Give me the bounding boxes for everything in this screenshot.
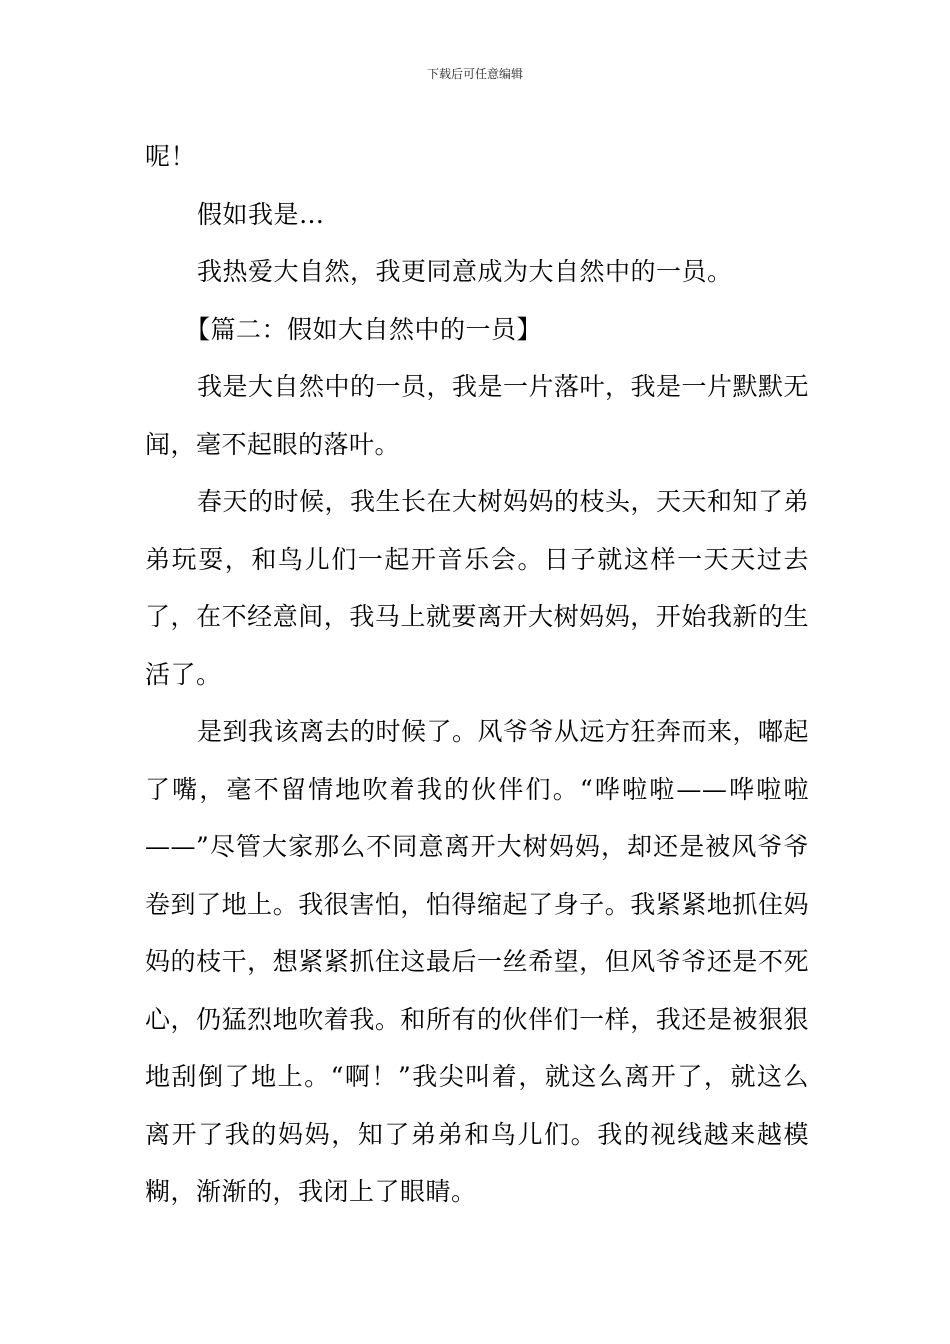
paragraph-continuation: 呢！	[145, 142, 197, 171]
document-body	[145, 128, 809, 1221]
paragraph-departure: 是到我该离去的时候了。风爷爷从远方狂奔而来，嘟起了嘴，毫不留情地吹着我的伙伴们。“哗啦啦——哗啦啦——”尽管大家那么不同意离开大树妈妈，却还是被风爷爷卷到了地上。我很害怕，怕得缩起了身子。我紧紧地抓住妈妈的枝干，想紧紧抓住这最后一丝希望，但风爷爷还是不死心，仍猛烈地吹着我。和所有的伙伴们一样，我还是被狠狠地刮倒了地上。“啊！”我尖叫着，就这么离开了，就这么离开了我的妈妈，知了弟弟和鸟儿们。我的视线越来越模糊，渐渐的，我闭上了眼睛。	[145, 717, 810, 1206]
section-heading: 【篇二：假如大自然中的一员】	[185, 314, 543, 344]
paragraph-fallen-leaf: 我是大自然中的一员，我是一片落叶，我是一片默默无闻，毫不起眼的落叶。	[145, 372, 810, 459]
page-header: 下载后可任意编辑	[426, 67, 523, 81]
paragraph-spring: 春天的时候，我生长在大树妈妈的枝头，天天和知了弟弟玩耍，和鸟儿们一起开音乐会。日子就这样一天天过去了，在不经意间，我马上就要离开大树妈妈，开始我新的生活了。	[145, 487, 810, 689]
paragraph-love-nature: 我热爱大自然，我更同意成为大自然中的一员。	[197, 257, 733, 286]
paragraph-if-i-were: 假如我是…	[197, 199, 325, 229]
